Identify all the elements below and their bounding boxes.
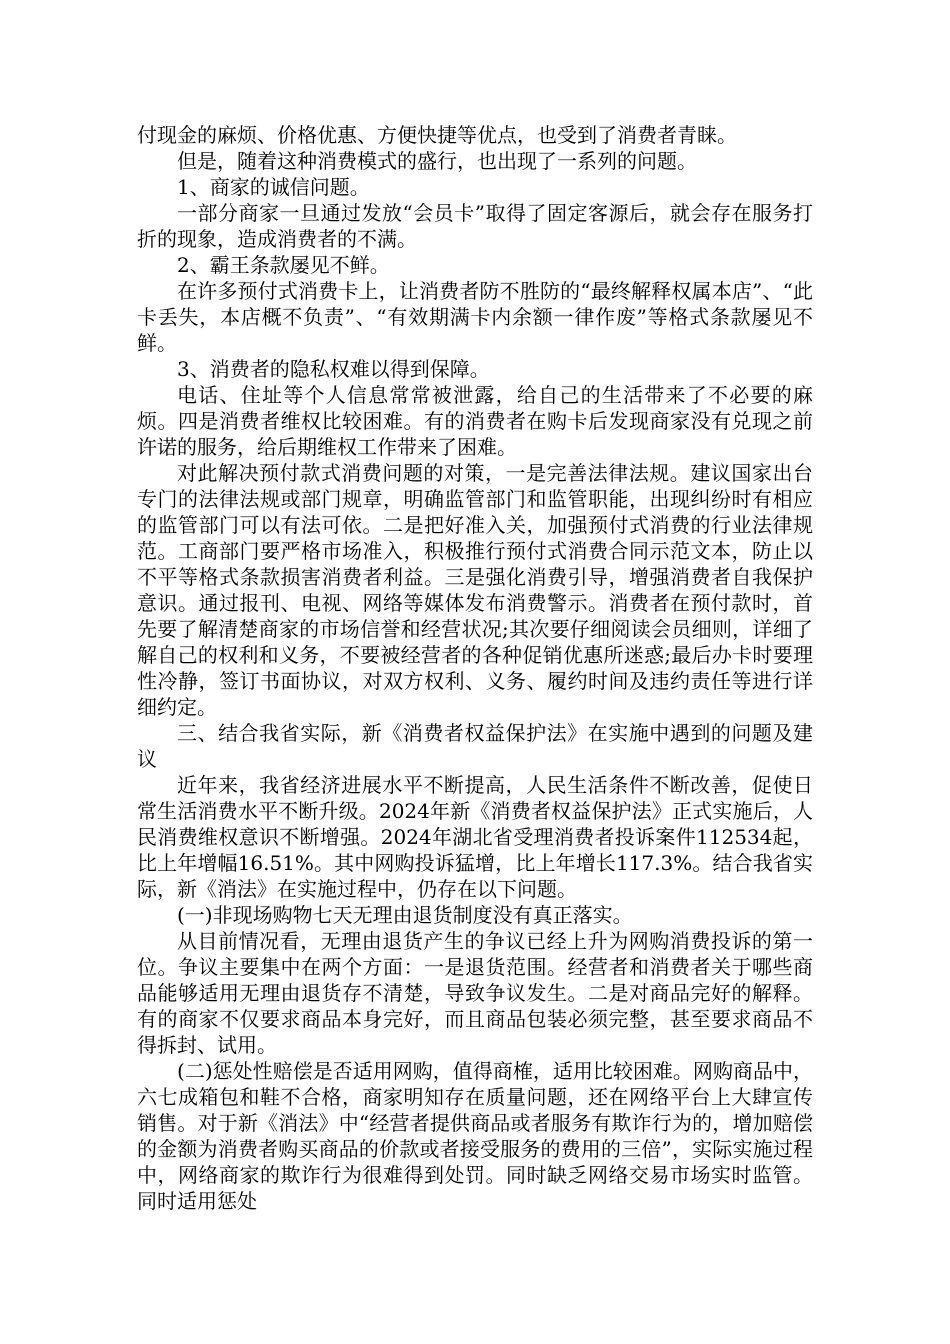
paragraph: 付现金的麻烦、价格优惠、方便快捷等优点，也受到了消费者青睐。 (137, 123, 737, 147)
list-heading: 1、商家的诚信问题。 (177, 175, 370, 199)
section-heading: 三、结合我省实际，新《消费者权益保护法》在实施中遇到的问题及建议 (137, 721, 813, 771)
paragraph: 近年来，我省经济进展水平不断提高，人民生活条件不断改善，促使日常生活消费水平不断升级。2024年新《消费者权益保护法》正式实施后，人民消费维权意识不断增强。2024年湖北省受理消费者投诉案件112534起，比上年增幅16.51%。其中网购投诉猛增，比上年增长117.3%。结合我省实际，新《消法》在实施过程中，仍存在以下问题。 (137, 773, 813, 901)
paragraph: (二)惩处性赔偿是否适用网购，值得商榷，适用比较困难。网购商品中，六七成箱包和鞋不合格，商家明知存在质量问题，还在网络平台上大肆宣传销售。对于新《消法》中“经营者提供商品或者服务有欺诈行为的，增加赔偿的金额为消费者购买商品的价款或者接受服务的费用的三倍”，实际实施过程中，网络商家的欺诈行为很难得到处罚。同时缺乏网络交易市场实时监管。同时适用惩处 (137, 1059, 813, 1213)
paragraph: 但是，随着这种消费模式的盛行，也出现了一系列的问题。 (177, 149, 697, 173)
paragraph: 在许多预付式消费卡上，让消费者防不胜防的“最终解释权属本店”、“此卡丢失，本店概不负责”、“有效期满卡内余额一律作废”等格式条款屡见不鲜。 (137, 279, 813, 355)
subsection-heading: (一)非现场购物七天无理由退货制度没有真正落实。 (177, 903, 633, 927)
paragraph: 对此解决预付款式消费问题的对策，一是完善法律法规。建议国家出台专门的法律法规或部门规章，明确监管部门和监管职能，出现纠纷时有相应的监管部门可以有法可依。二是把好准入关，加强预付式消费的行业法律规范。工商部门要严格市场准入，积极推行预付式消费合同示范文本，防止以不平等格式条款损害消费者利益。三是强化消费引导，增强消费者自我保护意识。通过报刊、电视、网络等媒体发布消费警示。消费者在预付款时，首先要了解清楚商家的市场信誉和经营状况;其次要仔细阅读会员细则，详细了解自己的权利和义务，不要被经营者的各种促销优惠所迷惑;最后办卡时要理性冷静，签订书面协议，对双方权利、义务、履约时间及违约责任等进行详细约定。 (137, 461, 813, 719)
document-body (137, 122, 813, 1214)
list-heading: 3、消费者的隐私权难以得到保障。 (177, 357, 490, 381)
paragraph: 一部分商家一旦通过发放“会员卡”取得了固定客源后，就会存在服务打折的现象，造成消费者的不满。 (137, 201, 813, 251)
list-heading: 2、霸王条款屡见不鲜。 (177, 253, 390, 277)
paragraph: 从目前情况看，无理由退货产生的争议已经上升为网购消费投诉的第一位。争议主要集中在两个方面：一是退货范围。经营者和消费者关于哪些商品能够适用无理由退货存不清楚，导致争议发生。二是对商品完好的解释。有的商家不仅要求商品本身完好，而且商品包装必须完整，甚至要求商品不得拆封、试用。 (137, 929, 813, 1057)
paragraph: 电话、住址等个人信息常常被泄露，给自己的生活带来了不必要的麻烦。四是消费者维权比较困难。有的消费者在购卡后发现商家没有兑现之前许诺的服务，给后期维权工作带来了困难。 (137, 383, 813, 459)
